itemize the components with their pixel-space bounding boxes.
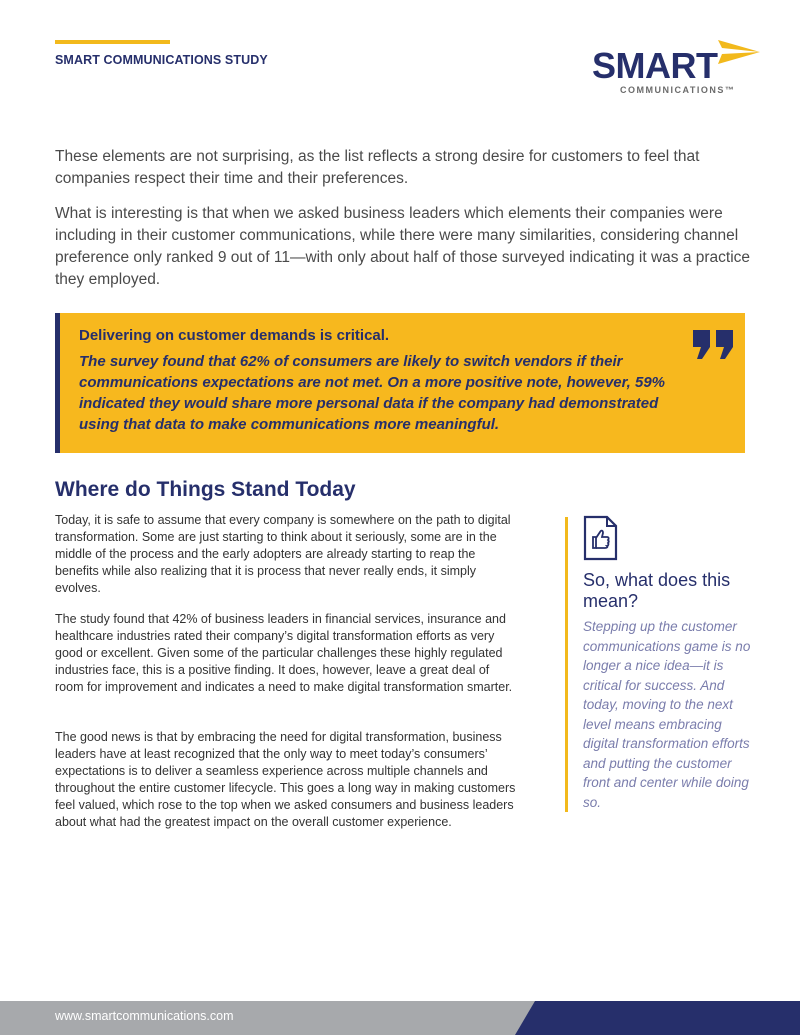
logo-wordmark: SMART — [592, 45, 718, 86]
body-paragraph: The good news is that by embracing the need for digital transformation, business leaders have at least recognized that the only way to meet today’s consumers’ expectations is to deliver a seamless experience across multiple channels and throughout the entire customer lifecycle. This goes a long way in making customers feel valued, which rose to the top when we asked consumers and business leaders about what had the greatest impact on the overall customer experience. — [55, 730, 516, 829]
thumbs-up-document-icon — [583, 515, 619, 561]
section-heading: Where do Things Stand Today — [55, 478, 356, 501]
callout-body: The survey found that 62% of consumers are likely to switch vendors if their communications expectations are not met. On a more positive note, however, 59% indicated they would share more personal data if the company had demonstrated using that data to make communications more meaningful. — [79, 353, 665, 433]
body-paragraph: The study found that 42% of business leaders in financial services, insurance and healthcare industries rated their company’s digital transformation efforts as very good or excellent. Given some of the particular challenges these highly regulated industries face, this is a positive finding. It does, however, leave a great deal of room for improvement and indicates a need to make digital transformation smarter. — [55, 612, 513, 694]
callout-box — [55, 313, 745, 453]
intro-paragraph-2: What is interesting is that when we asked business leaders which elements their companies were including in their customer communications, while there were many similarities, considering channel preference only ranked 9 out of 11—with only about half of those surveyed indicating it was a practice they employed. — [55, 205, 751, 288]
logo-arrow-icon — [718, 36, 762, 76]
footer-bar — [0, 1001, 800, 1035]
body-paragraph: Today, it is safe to assume that every company is somewhere on the path to digital transformation. Some are just starting to think about it seriously, some are in the middle of the process and the early adopters are already starting to reap the benefits while also realizing that it is process that never really ends, it simply evolves. — [55, 513, 511, 595]
footer-website-link[interactable]: www.smartcommunications.com — [55, 1009, 234, 1023]
smart-communications-logo — [590, 34, 765, 98]
logo-subtitle: COMMUNICATIONS™ — [620, 85, 736, 95]
header-accent-rule — [55, 40, 170, 44]
sidebar-body: Stepping up the customer communications game is no longer a nice idea—it is critical for success. And today, moving to the next level means embracing digital transformation efforts and putting the customer front and center while doing so. — [583, 619, 751, 810]
sidebar-accent-rule — [565, 517, 568, 812]
callout-accent-bar — [55, 313, 60, 453]
callout-heading: Delivering on customer demands is critical. — [79, 327, 390, 344]
study-title: SMART COMMUNICATIONS STUDY — [55, 53, 268, 67]
sidebar-title: So, what does this mean? — [583, 570, 731, 611]
intro-paragraph-1: These elements are not surprising, as the list reflects a strong desire for customers to feel that companies respect their time and their preferences. — [55, 148, 700, 187]
quote-icon — [693, 330, 735, 360]
